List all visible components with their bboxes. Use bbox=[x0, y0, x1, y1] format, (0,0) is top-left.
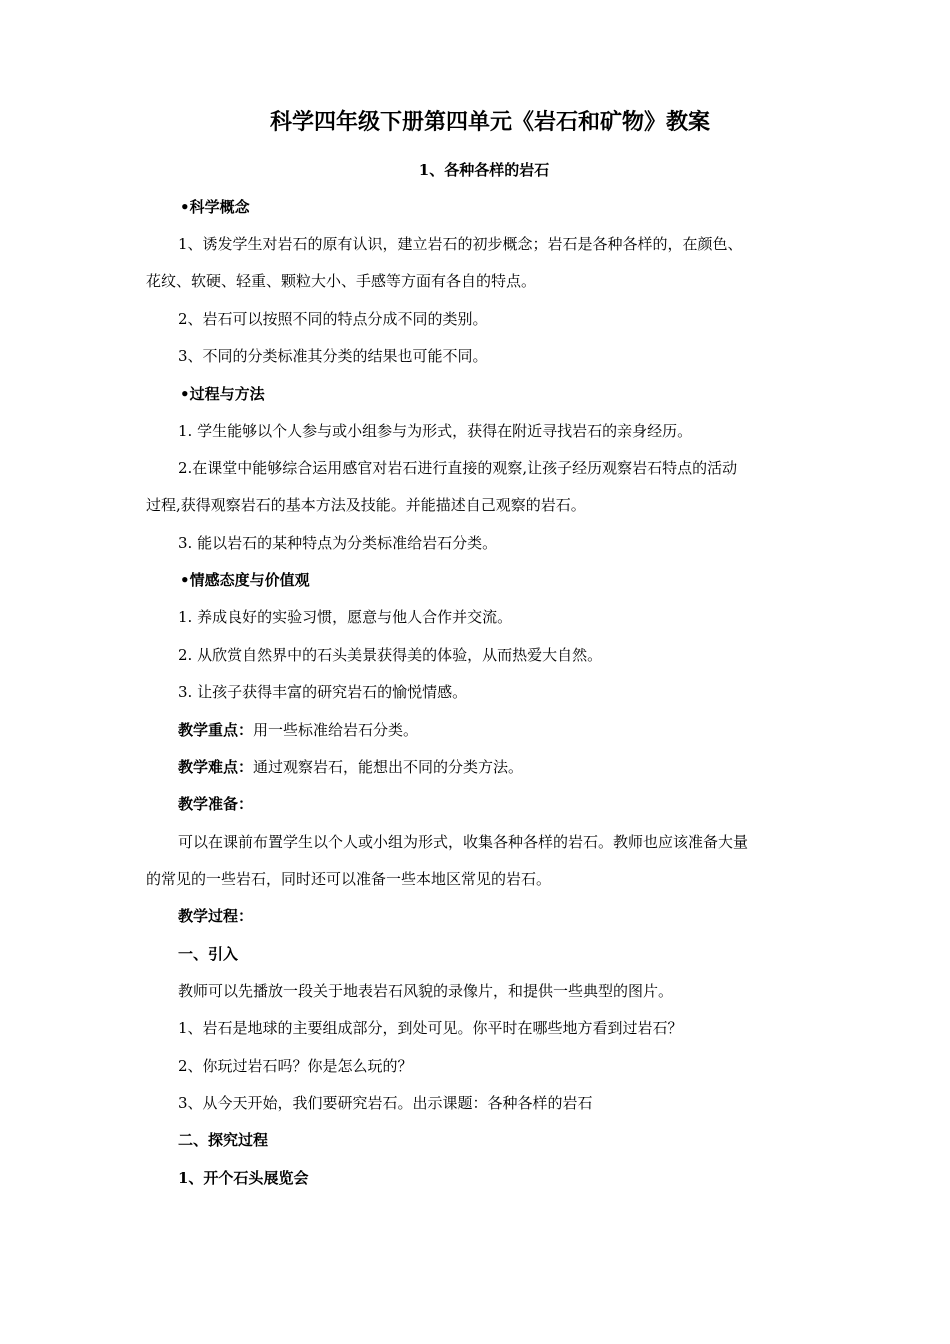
paragraph: 2、岩石可以按照不同的特点分成不同的类别。 bbox=[178, 310, 488, 328]
process-label: 教学过程： bbox=[178, 907, 254, 925]
section-heading-concepts: •科学概念 bbox=[180, 198, 250, 216]
paragraph: 1、诱发学生对岩石的原有认识，建立岩石的初步概念；岩石是各种各样的，在颜色、 bbox=[178, 235, 743, 253]
paragraph: 3. 让孩子获得丰富的研究岩石的愉悦情感。 bbox=[178, 683, 468, 701]
part-two-heading: 二、探究过程 bbox=[178, 1131, 269, 1149]
paragraph: 2.在课堂中能够综合运用感官对岩石进行直接的观察,让孩子经历观察岩石特点的活动 bbox=[178, 459, 738, 477]
paragraph: 3、从今天开始，我们要研究岩石。出示课题：各种各样的岩石 bbox=[178, 1094, 593, 1112]
paragraph: 3、不同的分类标准其分类的结果也可能不同。 bbox=[178, 347, 488, 365]
paragraph: 1. 养成良好的实验习惯，愿意与他人合作并交流。 bbox=[178, 608, 513, 626]
paragraph: 1. 学生能够以个人参与或小组参与为形式，获得在附近寻找岩石的亲身经历。 bbox=[178, 422, 693, 440]
key-point-line bbox=[178, 720, 418, 740]
paragraph: 花纹、软硬、轻重、颗粒大小、手感等方面有各自的特点。 bbox=[146, 272, 537, 290]
document-title: 科学四年级下册第四单元《岩石和矿物》教案 bbox=[269, 109, 710, 135]
subsection-heading: 1、开个石头展览会 bbox=[178, 1169, 309, 1187]
paragraph: 2、你玩过岩石吗？你是怎么玩的？ bbox=[178, 1057, 413, 1075]
section-heading-attitudes: •情感态度与价值观 bbox=[180, 571, 310, 589]
paragraph: 2. 从欣赏自然界中的石头美景获得美的体验，从而热爱大自然。 bbox=[178, 646, 603, 664]
difficulty-text: 通过观察岩石，能想出不同的分类方法。 bbox=[253, 758, 524, 776]
difficulty-line bbox=[178, 757, 523, 777]
lesson-subtitle: 1、各种各样的岩石 bbox=[418, 161, 550, 179]
preparation-label: 教学准备： bbox=[178, 795, 254, 813]
paragraph: 可以在课前布置学生以个人或小组为形式，收集各种各样的岩石。教师也应该准备大量 bbox=[178, 833, 749, 851]
paragraph: 的常见的一些岩石，同时还可以准备一些本地区常见的岩石。 bbox=[146, 870, 552, 888]
paragraph: 3. 能以岩石的某种特点为分类标准给岩石分类。 bbox=[178, 534, 498, 552]
section-heading-methods: •过程与方法 bbox=[180, 385, 265, 403]
part-one-heading: 一、引入 bbox=[178, 945, 239, 963]
key-point-text: 用一些标准给岩石分类。 bbox=[253, 721, 419, 739]
paragraph: 过程,获得观察岩石的基本方法及技能。并能描述自己观察的岩石。 bbox=[146, 496, 586, 514]
paragraph: 1、岩石是地球的主要组成部分，到处可见。你平时在哪些地方看到过岩石？ bbox=[178, 1019, 683, 1037]
difficulty-label: 教学难点： bbox=[178, 758, 254, 776]
key-point-label: 教学重点： bbox=[178, 721, 254, 739]
paragraph: 教师可以先播放一段关于地表岩石风貌的录像片，和提供一些典型的图片。 bbox=[178, 982, 674, 1000]
